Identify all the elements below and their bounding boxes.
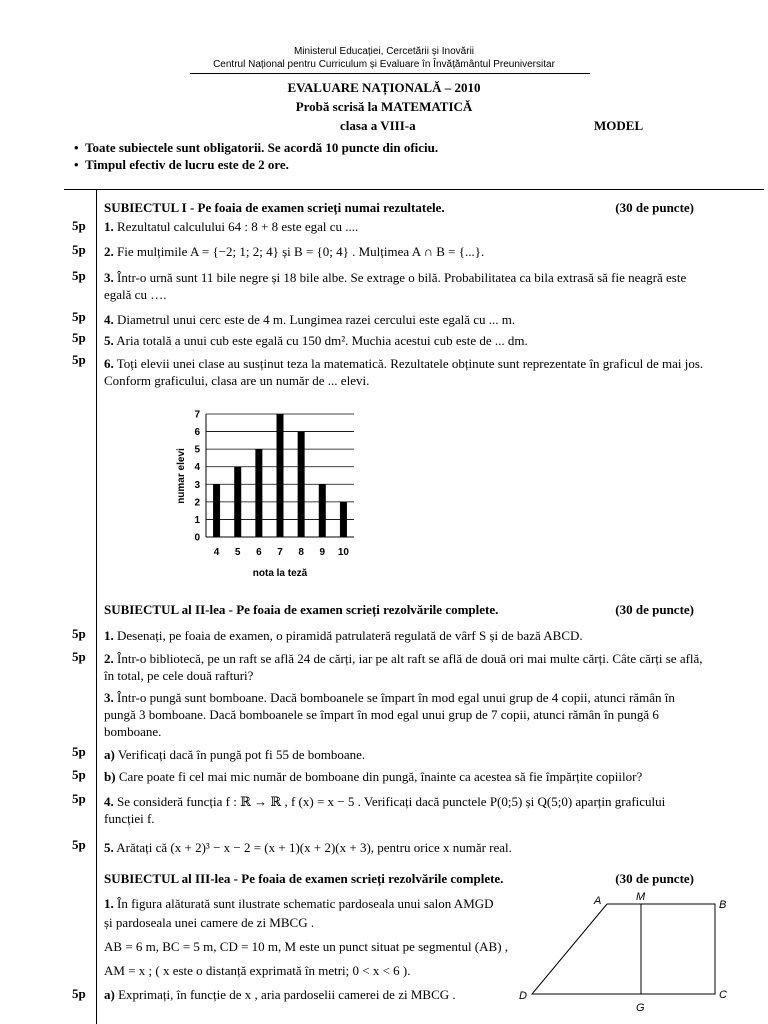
s1-q1-num: 1. [104,219,114,234]
bar-8 [298,432,305,537]
s1-q5 [104,332,704,349]
s1-q1 [104,218,704,235]
s2-q4-text: Se consideră funcția f : ℝ → ℝ , f (x) = x − 5 . Verificați dacă punctele P(0;5) și Q(5;0) aparțin graficului funcției f. [104,794,666,826]
s1-q3 [104,269,704,303]
q2-points: 5p [72,242,86,257]
label-g: G [636,1002,645,1014]
s1-q2-text: Fie mulțimile A = {−2; 1; 2; 4} și B = {0; 4} . Mulțimea A ∩ B = {...}. [117,244,485,259]
s3-qa-text: Exprimați, în funcție de x , aria pardoselii camerei de zi MBCG . [118,987,456,1002]
subject-1-title: SUBIECTUL I - Pe foaia de examen scrieți numai rezultatele. [104,200,445,215]
y-tick-label: 0 [194,532,200,544]
s3-q1-line2: și pardoseala unei camere de zi MBCG . [104,915,315,930]
bar-7 [277,414,284,537]
s3-qa [104,987,524,1003]
chart-ylabel: numar elevi [176,448,187,504]
s1-q6-num: 6. [104,356,114,371]
q5-points: 5p [72,330,86,345]
s1-q2-num: 2. [104,244,114,259]
s3-qa-num: a) [104,987,115,1002]
s1-q4 [104,311,704,328]
table-top-rule [64,189,764,190]
center-line: Centrul Național pentru Curriculum și Evaluare în Învățământul Preuniversitar [213,59,555,70]
s2-q5-points: 5p [72,837,86,852]
x-tick-label: 4 [213,547,220,558]
s2-q3b-points: 5p [72,767,86,782]
s1-q4-num: 4. [104,312,114,327]
s2-q3b-num: b) [104,769,116,784]
x-tick-label: 6 [256,547,262,558]
label-c: C [719,989,727,1001]
points-column-rule [96,189,97,1024]
x-tick-label: 7 [277,547,283,558]
subject-3-heading [104,871,704,887]
model-label: MODEL [594,118,644,133]
s2-q3b-text: Care poate fi cel mai mic număr de bomboane din pungă, înainte ca acestea să fie împărțite copiilor? [118,769,643,784]
s3-qa-points: 5p [72,986,86,1001]
bar-10 [340,502,347,537]
s1-q6 [104,355,704,389]
s2-q2-text: Într-o bibliotecă, pe un raft se află 24 de cărți, iar pe alt raft se află de două ori mai multe cărți. Câte cărți se află, în total, pe cele două rafturi? [104,651,703,683]
x-tick-label: 10 [337,547,349,558]
header-rule [190,73,590,74]
y-tick-label: 4 [194,462,200,474]
s2-q3b [104,768,704,785]
chart-bars [213,414,347,537]
bullet-1: • Toate subiectele sunt obligatorii. Se acordă 10 puncte din oficiu. [74,140,439,155]
x-tick-label: 9 [319,547,326,558]
s2-q1 [104,627,704,644]
s1-q3-text: Într-o urnă sunt 11 bile negre și 18 bile albe. Se extrage o bilă. Probabilitatea ca bila extrasă să fie neagră este egală cu …. [104,270,687,302]
subject-3-points: (30 de puncte) [615,871,694,886]
subject-2-heading [104,602,704,618]
s3-q1-line1 [104,896,534,912]
s3-q1-num: 1. [104,896,114,911]
exam-title: EVALUARE NAȚIONALĂ – 2010 [287,80,481,95]
ministry-line: Ministerul Educației, Cercetării și Inovării [293,46,475,57]
y-tick-label: 1 [194,514,200,526]
s1-q4-text: Diametrul unui cerc este de 4 m. Lungimea razei cercului este egală cu ... m. [117,312,516,327]
label-b: B [719,899,727,911]
s2-q3a [104,746,704,763]
s1-q1-text: Rezultatul calculului 64 : 8 + 8 este egal cu .... [117,219,359,234]
s2-q1-text: Desenați, pe foaia de examen, o piramidă patrulateră regulată de vârf S și de bază ABCD. [117,628,583,643]
grades-bar-chart [168,404,368,584]
s2-q4 [104,793,704,827]
chart-xlabel: nota la teză [252,568,308,579]
bar-9 [319,484,326,537]
s1-q2 [104,243,704,260]
q3-points: 5p [72,268,86,283]
q4-points: 5p [72,309,86,324]
s2-q5-num: 5. [104,840,114,855]
s2-q4-points: 5p [72,791,86,806]
bar-5 [234,467,241,537]
y-tick-label: 5 [194,444,200,456]
y-tick-label: 7 [194,409,200,421]
subject-2-points: (30 de puncte) [615,602,694,617]
s3-q1-line4: AM = x ; ( x este o distanță exprimată în metri; 0 < x < 6 ). [104,963,411,978]
s2-q3 [104,689,704,740]
x-tick-label: 8 [298,547,304,558]
s2-q3a-num: a) [104,747,115,762]
s2-q3a-points: 5p [72,744,86,759]
s1-q5-num: 5. [104,333,114,348]
label-m: M [636,891,646,903]
trapezoid-outline [532,904,715,994]
label-a: A [594,895,602,907]
s2-q2-num: 2. [104,651,114,666]
s2-q2-points: 5p [72,649,86,664]
y-tick-label: 3 [194,479,200,491]
s1-q5-text: Aria totală a unui cub este egală cu 150 dm². Muchia acestui cub este de ... dm. [116,333,528,348]
s2-q3-text: Într-o pungă sunt bomboane. Dacă bomboanele se împart în mod egal unui grup de 4 copii, atunci rămân în pungă 3 bomboane. Dacă bomboanele se împart în mod egal unui grup de 7 copii, atunci rămân în pungă 6 bomboane. [104,690,675,739]
class-label: clasa a VIII-a [340,118,416,133]
bar-6 [255,449,262,537]
s2-q1-num: 1. [104,628,114,643]
q6-points: 5p [72,352,86,367]
s3-q1-line1-text: În figura alăturată sunt ilustrate schematic pardoseala unui salon AMGD [117,896,494,911]
subject-1-points: (30 de puncte) [615,200,694,215]
y-tick-label: 6 [194,427,200,439]
x-tick-label: 5 [234,547,241,558]
floor-plan-figure [512,888,764,1018]
q1-points: 5p [72,218,86,233]
bullet-1-text: Toate subiectele sunt obligatorii. Se acordă 10 puncte din oficiu. [85,140,439,155]
label-d: D [519,990,527,1002]
exam-subtitle: Probă scrisă la MATEMATICĂ [295,99,473,114]
s1-q6-text: Toți elevii unei clase au susținut teza la matematică. Rezultatele obținute sunt reprezentate în graficul de mai jos. Conform graficului, clasa are un număr de ... elevi. [104,356,704,388]
s2-q2 [104,650,704,684]
s2-q3a-text: Verificați dacă în pungă pot fi 55 de bomboane. [117,747,366,762]
s3-q1-line3: AB = 6 m, BC = 5 m, CD = 10 m, M este un punct situat pe segmentul (AB) , [104,939,509,954]
s2-q5-text: Arătați că (x + 2)³ − x − 2 = (x + 1)(x + 2)(x + 3), pentru orice x număr real. [116,840,512,855]
subject-2-title: SUBIECTUL al II-lea - Pe foaia de examen scrieți rezolvările complete. [104,602,499,617]
s1-q3-num: 3. [104,270,114,285]
y-tick-label: 2 [194,497,200,509]
bullet-2: • Timpul efectiv de lucru este de 2 ore. [74,157,289,172]
subject-1-heading [104,200,704,216]
s2-q5 [104,839,704,856]
s2-q4-num: 4. [104,794,114,809]
s2-q3-num: 3. [104,690,114,705]
bullet-2-text: Timpul efectiv de lucru este de 2 ore. [85,157,289,172]
subject-3-title: SUBIECTUL al III-lea - Pe foaia de examen scrieți rezolvările complete. [104,871,504,886]
s2-q1-points: 5p [72,626,86,641]
bar-4 [213,484,220,537]
